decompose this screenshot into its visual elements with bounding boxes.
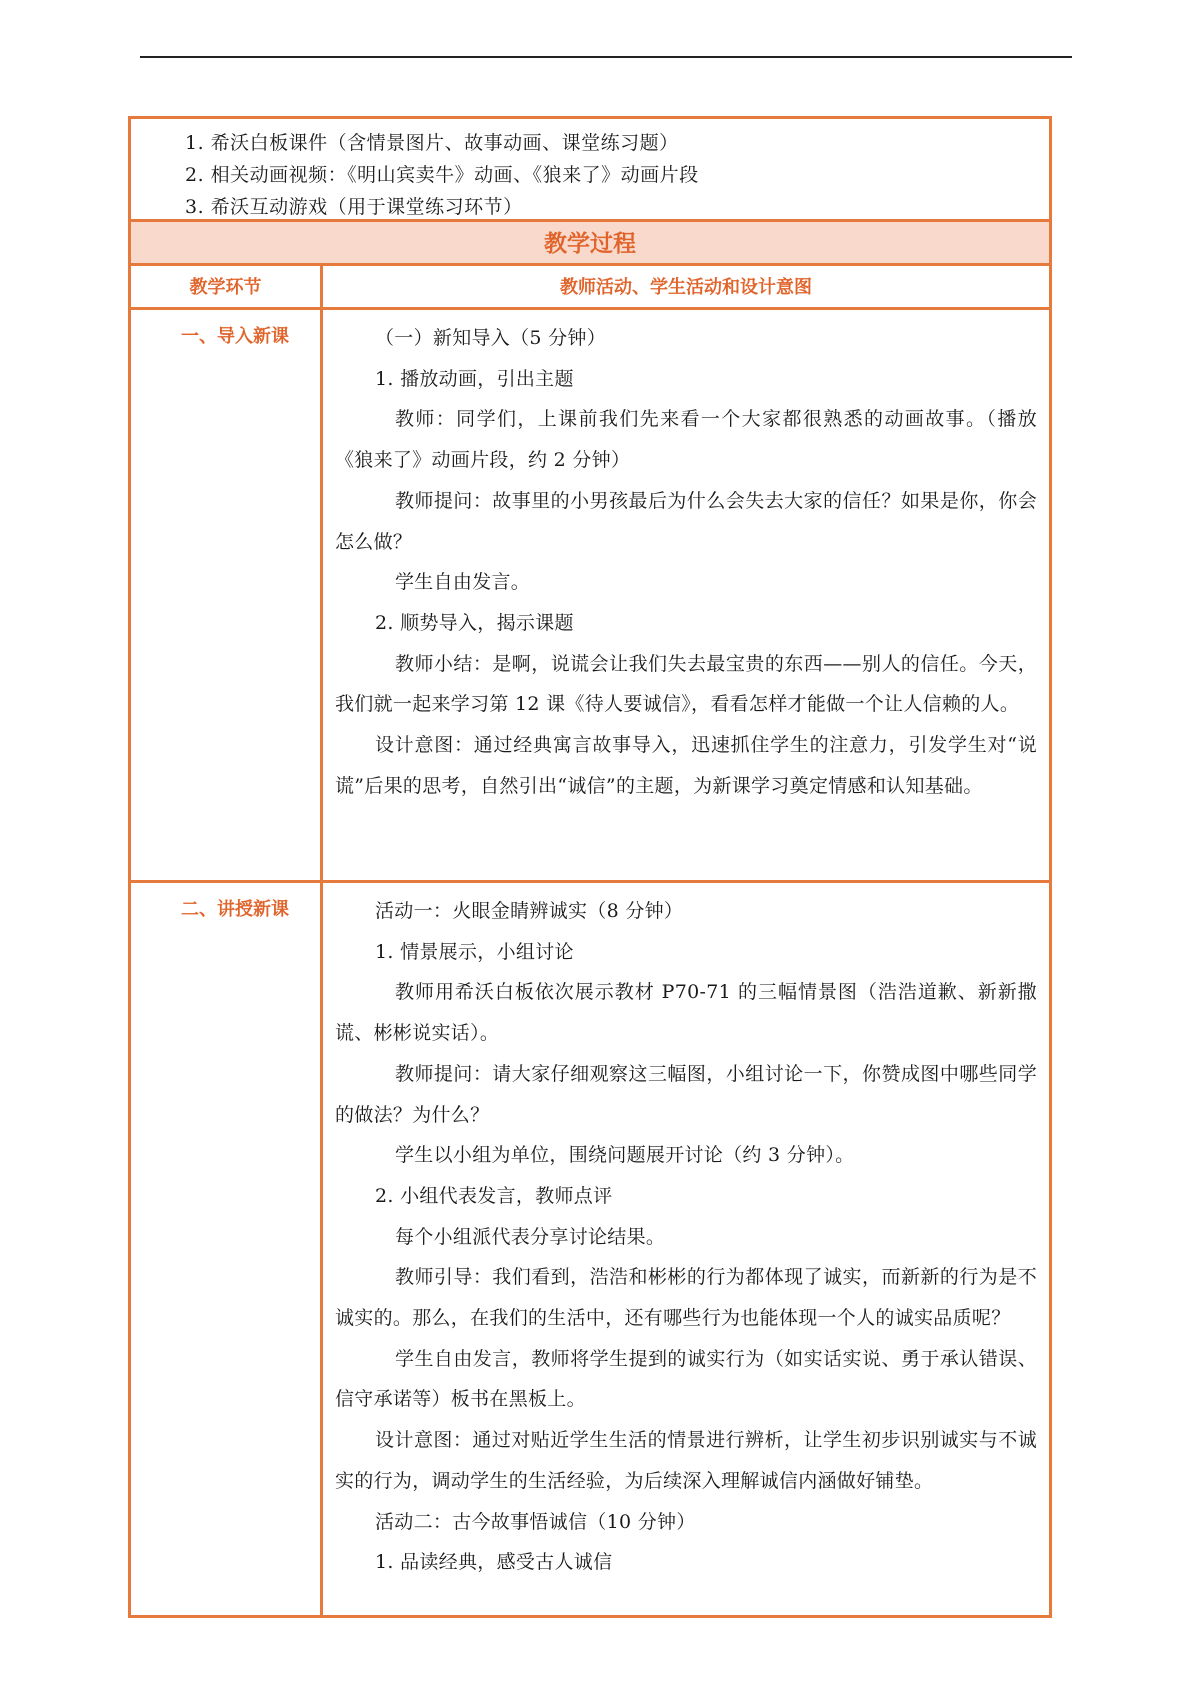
body-paragraph: 每个小组派代表分享讨论结果。	[395, 1225, 666, 1248]
design-intent: 设计意图：通过经典寓言故事导入，迅速抓住学生的注意力，引发学生对“说谎”后果的思考，自然引出“诚信”的主题，为新课学习奠定情感和认知基础。	[335, 734, 1037, 797]
body-paragraph: 教师：同学们，上课前我们先来看一个大家都很熟悉的动画故事。（播放《狼来了》动画片段，约 2 分钟）	[335, 408, 1037, 472]
design-intent: 设计意图：通过对贴近学生生活的情景进行辨析，让学生初步识别诚实与不诚实的行为，调动学生的生活经验，为后续深入理解诚信内涵做好铺垫。	[335, 1429, 1037, 1492]
activity-column-header: 教师活动、学生活动和设计意图	[323, 266, 1049, 310]
material-item: 2. 相关动画视频：《明山宾卖牛》动画、《狼来了》动画片段	[185, 164, 699, 186]
activity-heading: 活动二：古今故事悟诚信（10 分钟）	[375, 1510, 696, 1533]
stage-label: 二、讲授新课	[181, 899, 289, 920]
body-paragraph: 学生自由发言。	[395, 571, 531, 594]
body-paragraph: 教师提问：故事里的小男孩最后为什么会失去大家的信任？如果是你，你会怎么做？	[335, 489, 1037, 553]
header-rule	[140, 56, 1072, 58]
stage-cell-new-lesson	[131, 883, 323, 1615]
step-heading: 1. 情景展示，小组讨论	[375, 940, 574, 963]
materials-cell	[131, 119, 1049, 222]
process-title: 教学过程	[131, 222, 1049, 266]
body-paragraph: 学生自由发言，教师将学生提到的诚实行为（如实话实说、勇于承认错误、信守承诺等）板书在黑板上。	[335, 1347, 1037, 1411]
body-paragraph: 教师用希沃白板依次展示教材 P70-71 的三幅情景图（浩浩道歉、新新撒谎、彬彬说实话）。	[335, 981, 1037, 1045]
body-paragraph: 学生以小组为单位，围绕问题展开讨论（约 3 分钟）。	[395, 1144, 855, 1167]
body-paragraph: 教师提问：请大家仔细观察这三幅图，小组讨论一下，你赞成图中哪些同学的做法？为什么？	[335, 1062, 1037, 1126]
activity-heading: 活动一：火眼金睛辨诚实（8 分钟）	[375, 900, 684, 922]
step-heading: 2. 小组代表发言，教师点评	[375, 1184, 613, 1207]
stage-column-header: 教学环节	[131, 266, 323, 310]
step-heading: 1. 品读经典，感受古人诚信	[375, 1551, 613, 1574]
material-item: 3. 希沃互动游戏（用于课堂练习环节）	[185, 196, 523, 218]
section-heading: （一）新知导入（5 分钟）	[375, 327, 607, 349]
activity-cell-intro	[323, 310, 1049, 883]
step-heading: 1. 播放动画，引出主题	[375, 367, 574, 390]
stage-label: 一、导入新课	[181, 326, 289, 347]
material-item: 1. 希沃白板课件（含情景图片、故事动画、课堂练习题）	[185, 132, 679, 154]
activity-cell-new-lesson	[323, 883, 1049, 1615]
stage-cell-intro	[131, 310, 323, 883]
step-heading: 2. 顺势导入，揭示课题	[375, 611, 574, 634]
lesson-plan-table	[128, 116, 1052, 1618]
body-paragraph: 教师引导：我们看到，浩浩和彬彬的行为都体现了诚实，而新新的行为是不诚实的。那么，在我们的生活中，还有哪些行为也能体现一个人的诚实品质呢？	[335, 1266, 1037, 1330]
body-paragraph: 教师小结：是啊，说谎会让我们失去最宝贵的东西——别人的信任。今天，我们就一起来学习第 12 课《待人要诚信》，看看怎样才能做一个让人信赖的人。	[335, 652, 1037, 716]
